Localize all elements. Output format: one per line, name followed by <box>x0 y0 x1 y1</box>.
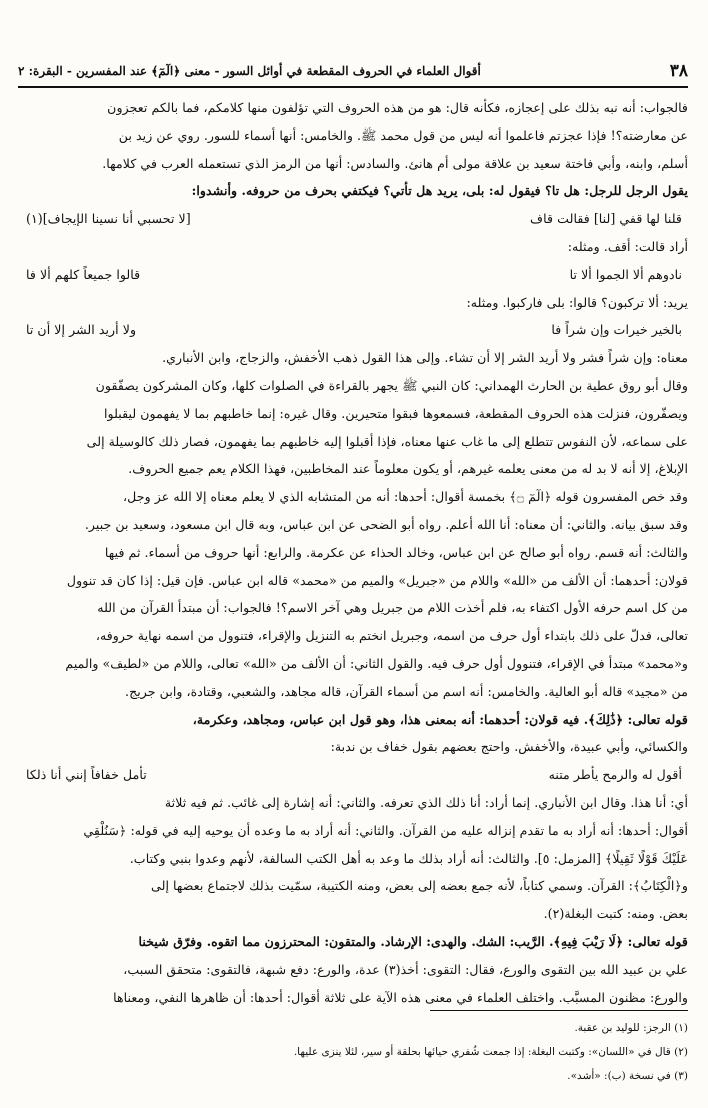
verse-first-half: بالخير خيرات وإن شراً فا <box>551 322 682 338</box>
text-line: من «مجيد» قاله أبو العالية. والخامس: أنه اسم من أسماء القرآن، قاله مجاهد، والشعبي، وقتادة، وابن جريج. <box>125 683 688 699</box>
text-line: ويصفّرون، فنزلت هذه الحروف المقطعة، فسمعوها فبقوا متحيرين. وقال غيره: إنما خاطبهم بما لا يفهمون ليقبلوا <box>103 405 688 421</box>
text-line: علي بن عبيد الله بين التقوى والورع، فقال: التقوى: أخذ(٣) عدة، والورع: دفع شبهة، فالتقوى: متحقق السبب، <box>123 961 688 977</box>
text-line: يريد: ألا تركبون؟ قالوا: بلى فاركبوا. ومثله: <box>466 294 688 310</box>
page-number: ٣٨ <box>669 61 688 81</box>
text-line: قوله تعالى: ﴿لَا رَيْبَ فِيهِ﴾. الرَّيب: الشك. والهدى: الإرشاد. والمتقون: المحترزون مما اتقوه. وفرّق شيخنا <box>138 933 688 949</box>
text-line: قولان: أحدهما: أن الألف من «الله» واللام من «جبريل» والميم من «محمد» قاله ابن عباس. فإن قيل: إذا كان قد تنوول <box>66 572 688 588</box>
text-line: و«محمد» مبتدأ في الإقراء، فتنوول أول حرف فيه. والقول الثاني: أن الألف من «الله» تعالى، واللام من «لطيف» والميم <box>65 655 688 671</box>
verse <box>20 316 688 344</box>
text-line: يقول الرجل للرجل: هل تا؟ فيقول له: بلى، يريد هل تأتي؟ فيكتفي بحرف من حروفه. وأنشدوا: <box>191 183 688 199</box>
text-line: أراد قالت: أقف. ومثله: <box>567 238 688 254</box>
verse-first-half: قلنا لها قفي [لنا] فقالت قاف <box>530 211 682 227</box>
verse <box>20 261 688 289</box>
text-line: تعالى، فدلّ على ذلك بابتداء أول حرف من اسمه، وجبريل انختم به التنزيل والإقراء، فتنوول من اسمه نهاية حروفه، <box>95 628 688 644</box>
verse-second-half: قالوا جميعاً كلهم ألا فا <box>26 266 141 282</box>
text-line: وقد سبق بيانه. والثاني: أن معناه: أنا الله أعلم. رواه أبو الضحى عن ابن عباس، وبه قال ابن مسعود، وسعيد بن جبير. <box>84 516 688 532</box>
text-line: وقال أبو روق عطية بن الحارث الهمداني: كان النبي ﷺ يجهر بالقراءة في الصلوات كلها، وكان المشركون يصفّقون <box>95 377 688 393</box>
text-line: أسلم، وابنه، وأبي فاختة سعيد بن علاقة مولى أم هانئ. والسادس: أنها من الرمز الذي تستعمله العرب في كلامها. <box>102 155 688 171</box>
text-line: بعض. ومنه: كتبت البغلة(٢). <box>543 906 688 922</box>
text-line: و﴿الْكِتَابُ﴾: القرآن. وسمي كتاباً، لأنه جمع بعضه إلى بعض، ومنه الكتيبة، سمّيت بذلك لاجتماع بعضها إلى <box>151 878 688 894</box>
text-line: عن معارضته؟! فإذا عجزتم فاعلموا أنه ليس من قول محمد ﷺ. والخامس: أنها أسماء للسور. روي عن زيد بن <box>118 127 688 143</box>
text-line: قوله تعالى: ﴿ذَٰلِكَ﴾. فيه قولان: أحدهما: أنه بمعنى هذا، وهو قول ابن عباس، ومجاهد، وعكرمة، <box>192 711 688 727</box>
verse-first-half: أقول له والرمح يأطر متنه <box>548 767 682 783</box>
footnote-divider <box>430 1010 688 1011</box>
verse-second-half: [لا تحسبي أنا نسينا الإيجاف](١) <box>26 211 191 227</box>
text-line: على سماعه، لأن النفوس تتطلع إلى ما غاب عنها معناه، فإذا أقبلوا إليه خاطبهم بما يفهمون، فصار ذلك كالوسيلة إلى <box>86 433 688 449</box>
text-line: والكسائي، وأبي عبيدة، والأخفش. واحتج بعضهم بقول خفاف بن ندبة: <box>330 739 688 755</box>
verse-second-half: تأمل خفافاً إنني أنا ذلكا <box>26 767 147 783</box>
text-line: الإبلاغ، إلا أنه لا بد له من معنى يعلمه غيرهم، أو يكون معلوماً عند المخاطبين، فهذا الكلام يعم جميع الحروف. <box>128 461 688 477</box>
running-title: أقوال العلماء في الحروف المقطعة في أوائل السور - معنى ﴿الٓمٓ﴾ عند المفسرين - البقرة: ٢ <box>18 64 481 78</box>
page-header <box>18 56 688 88</box>
text-line: من كل اسم حرفه الأول اكتفاء به، فلم أخذت اللام من جبريل وهي آخر الاسم؟! فالجواب: أن مبتدأ القرآن من الله <box>97 600 688 616</box>
text-line: معناه: وإن شراً فشر ولا أريد الشر إلا أن تشاء. وإلى هذا القول ذهب الأخفش، والزجاج، وابن الأنباري. <box>162 350 688 366</box>
text-line: وقد خص المفسرون قوله ﴿الٓمٓ ۝﴾ بخمسة أقوال: أحدها: أنه من المتشابه الذي لا يعلم معناه إلا الله عز وجل، <box>123 489 688 505</box>
footnote: (٢) قال في «اللسان»: وكتبت البغلة: إذا جمعت شُفري حيائها بحلقة أو سير، لئلا ينزى عليها. <box>293 1046 688 1058</box>
verse <box>20 761 688 789</box>
text-line: عَلَيْكَ قَوْلًا ثَقِيلًا﴾ [المزمل: ٥]. والثالث: أنه أراد بذلك ما وعد به أهل الكتب السالفة، لأنهم وعدوا بنبي وكتاب. <box>129 850 688 866</box>
main-text <box>20 94 688 1011</box>
verse <box>20 205 688 233</box>
text-line: أقوال: أحدها: أنه أراد به ما تقدم إنزاله عليه من القرآن. والثاني: أنه أراد به ما وعده أن يوحيه إليه في قوله: ﴿سَنُلْقِي <box>83 822 688 838</box>
text-line: فالجواب: أنه نبه بذلك على إعجازه، فكأنه قال: هو من هذه الحروف التي تؤلفون منها كلامكم، فما بالكم تعجزون <box>107 100 688 115</box>
footnote: (٣) في نسخة (ب): «أشد». <box>567 1070 688 1082</box>
text-line: أي: أنا هذا. وقال ابن الأنباري. إنما أراد: أنا ذلك الذي تعرفه. والثاني: أنه إشارة إلى غائب. ثم فيه ثلاثة <box>164 794 688 810</box>
footnotes <box>20 1016 688 1088</box>
footnote: (١) الرجز: للوليد بن عقبة. <box>574 1022 688 1034</box>
verse-first-half: نادوهم ألا الجموا ألا تا <box>569 266 682 282</box>
text-line: والورع: مظنون المسبَّب. واختلف العلماء في معنى هذه الآية على ثلاثة أقوال: أحدها: أن ظاهرها النفي، ومعناها <box>113 989 688 1005</box>
text-line: والثالث: أنه قسم. رواه أبو صالح عن ابن عباس، وخالد الحذاء عن عكرمة. والرابع: أنها حروف من أسماء. ثم فيها <box>104 544 688 560</box>
verse-second-half: ولا أريد الشر إلا أن تا <box>26 322 137 338</box>
